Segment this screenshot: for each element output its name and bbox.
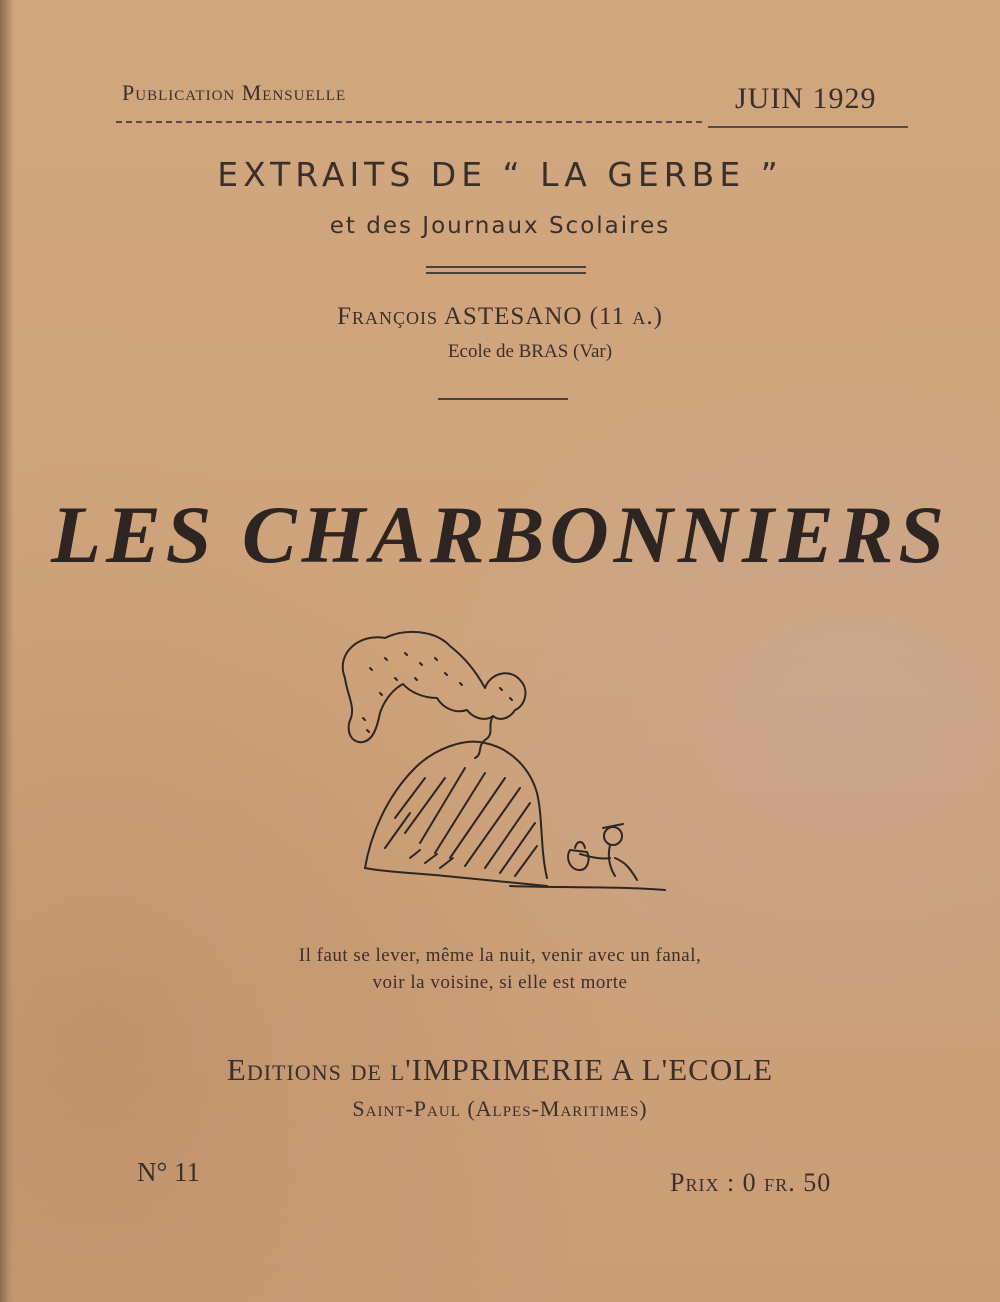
publisher-name: Editions de l'IMPRIMERIE A L'ECOLE xyxy=(226,1052,774,1087)
header-rule-left xyxy=(116,121,702,123)
price: Prix : 0 fr. 50 xyxy=(670,1168,832,1197)
caption-line-1: Il faut se lever, même la nuit, venir avec un fanal, xyxy=(298,945,702,966)
author-school: Ecole de BRAS (Var) xyxy=(447,341,613,362)
author-name: François ASTESANO (11 a.) xyxy=(337,303,663,330)
issue-date: JUIN 1929 xyxy=(735,82,877,115)
series-title: EXTRAITS DE “ LA GERBE ” xyxy=(217,155,783,194)
caption-line-2: voir la voisine, si elle est morte xyxy=(372,972,628,993)
divider-double-top xyxy=(426,266,586,268)
illustration-caption xyxy=(0,942,1000,996)
issue-number: N° 11 xyxy=(137,1157,201,1187)
divider-double-bottom xyxy=(426,272,586,274)
publisher-city: Saint-Paul (Alpes-Maritimes) xyxy=(352,1096,648,1121)
header-rule-right xyxy=(708,126,908,128)
divider-short xyxy=(438,398,568,400)
book-title: LES CHARBONNIERS xyxy=(51,489,949,580)
series-subtitle: et des Journaux Scolaires xyxy=(329,213,671,239)
charcoal-kiln-illustration-icon xyxy=(325,618,670,910)
publication-frequency: Publication Mensuelle xyxy=(122,80,347,105)
